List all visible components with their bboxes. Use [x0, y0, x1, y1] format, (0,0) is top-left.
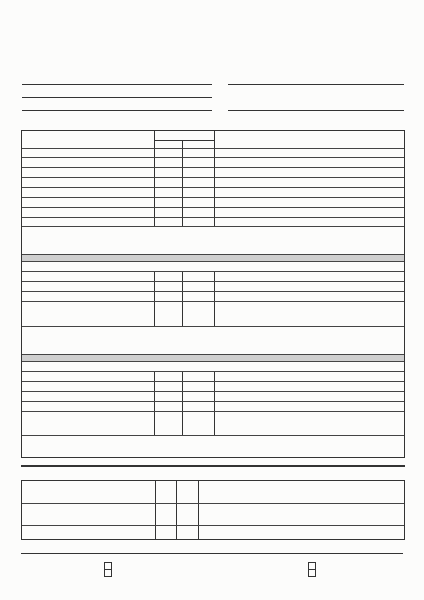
client-row — [228, 101, 252, 109]
good-checkbox[interactable] — [104, 569, 112, 577]
measure-1 — [244, 490, 248, 498]
inspection-table — [21, 130, 405, 458]
heavily-used-checkbox[interactable] — [308, 569, 316, 577]
performance-table — [21, 480, 405, 540]
measure-2 — [244, 498, 248, 506]
